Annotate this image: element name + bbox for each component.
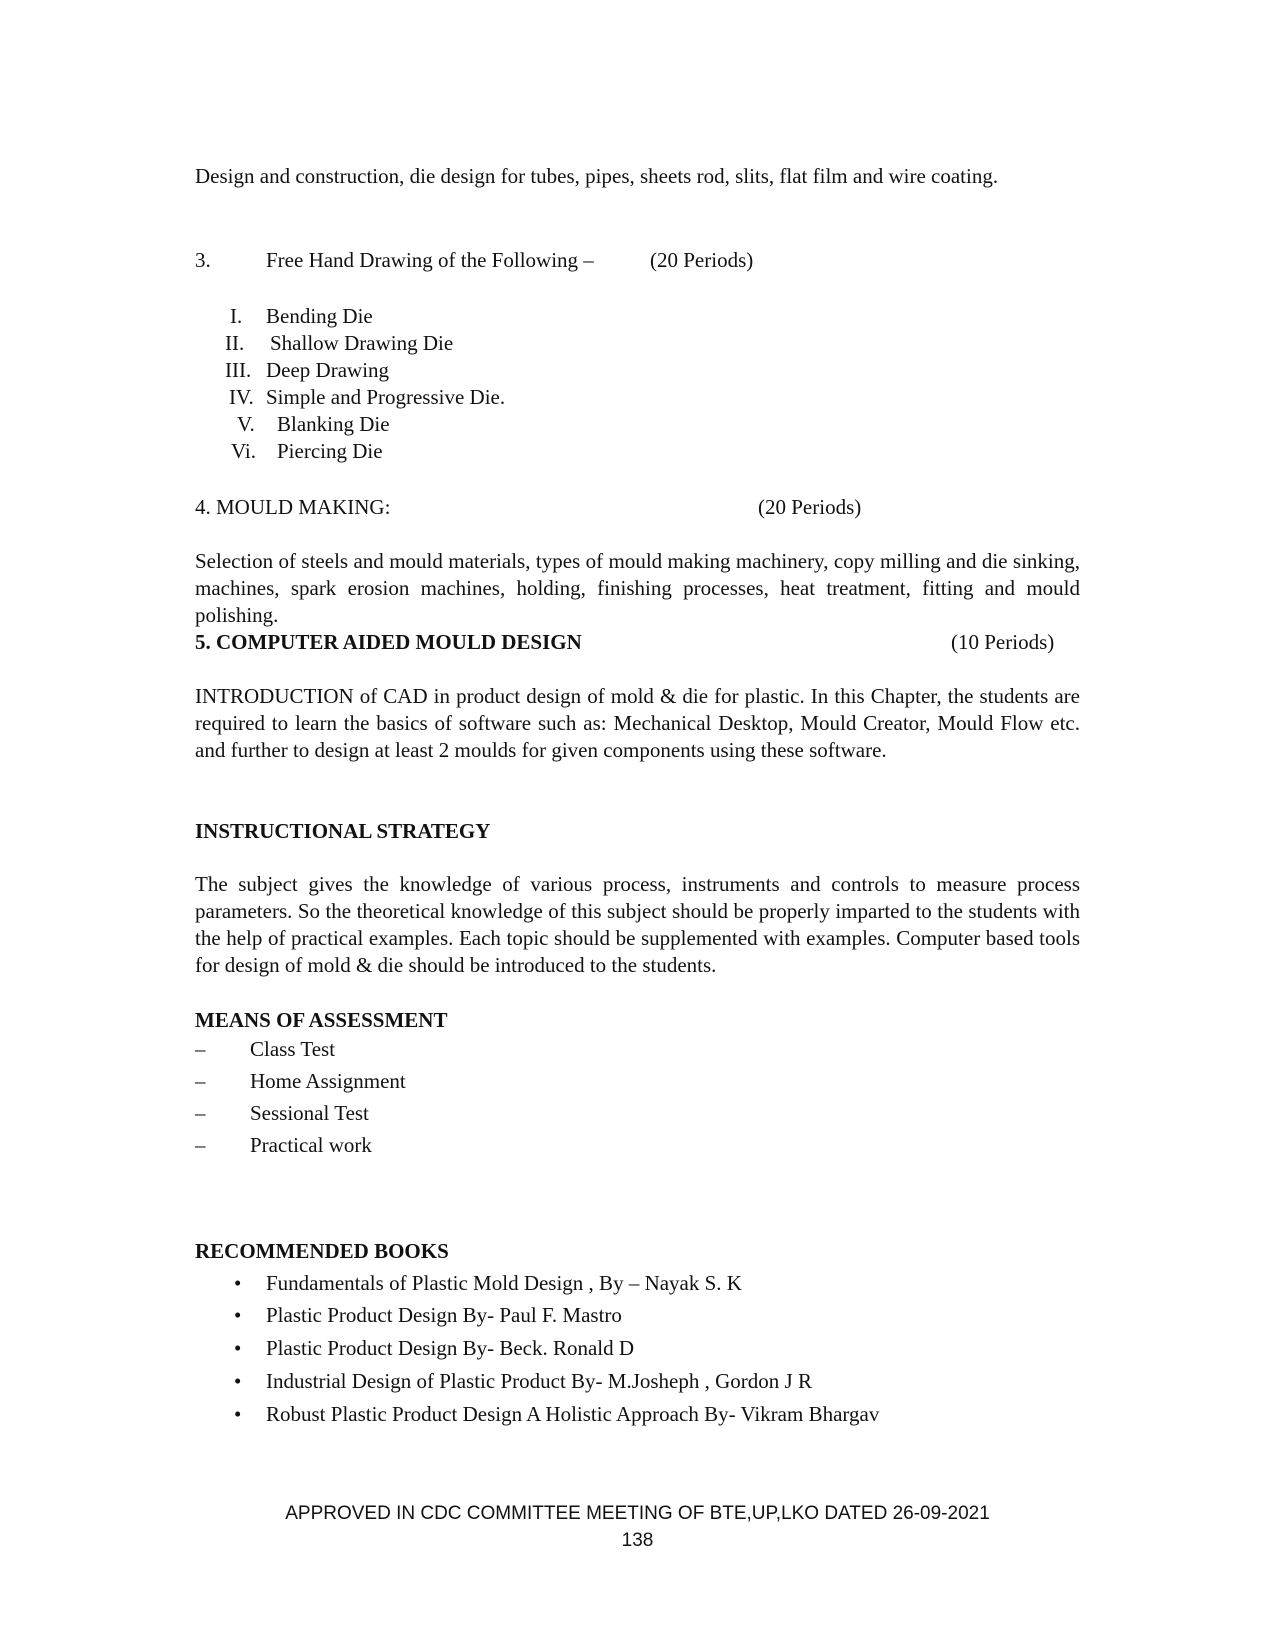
list-item: Simple and Progressive Die. bbox=[266, 385, 506, 409]
list-numeral: Vi. bbox=[231, 439, 256, 463]
list-numeral: II. bbox=[225, 331, 245, 355]
list-item: Blanking Die bbox=[277, 412, 390, 436]
section3-periods: (20 Periods) bbox=[650, 248, 754, 272]
bullet-marker: • bbox=[234, 1271, 242, 1295]
section4-body: Selection of steels and mould materials, types of mould making machinery, copy milling and die sinking, machines, spark erosion machines, holding, finishing processes, heat treatment, fitting and mould polishing. bbox=[195, 549, 1080, 627]
list-item: Plastic Product Design By- Paul F. Mastro bbox=[266, 1303, 622, 1327]
dash-marker: – bbox=[195, 1133, 206, 1157]
list-item: Bending Die bbox=[266, 304, 373, 328]
section4-heading: 4. MOULD MAKING: bbox=[195, 495, 391, 519]
strategy-heading: INSTRUCTIONAL STRATEGY bbox=[195, 819, 491, 843]
strategy-body: The subject gives the knowledge of various process, instruments and controls to measure process parameters. So the theoretical knowledge of this subject should be properly imparted to the students with the help of practical examples. Each topic should be supplemented with examples. Computer based tools for design of mold & die should be introduced to the students. bbox=[195, 872, 1080, 977]
list-item: Class Test bbox=[250, 1037, 336, 1061]
approval-footer: APPROVED IN CDC COMMITTEE MEETING OF BTE,UP,LKO DATED 26-09-2021 bbox=[285, 1503, 990, 1524]
list-item: Deep Drawing bbox=[266, 358, 390, 382]
list-item: Robust Plastic Product Design A Holistic Approach By- Vikram Bhargav bbox=[266, 1402, 880, 1426]
list-item: Industrial Design of Plastic Product By- M.Josheph , Gordon J R bbox=[266, 1369, 812, 1393]
list-numeral: IV. bbox=[229, 385, 254, 409]
page-number: 138 bbox=[621, 1530, 654, 1551]
list-item: Sessional Test bbox=[250, 1101, 369, 1125]
section3-title: Free Hand Drawing of the Following – bbox=[266, 248, 594, 272]
dash-marker: – bbox=[195, 1069, 206, 1093]
bullet-marker: • bbox=[234, 1303, 242, 1327]
list-item: Fundamentals of Plastic Mold Design , By – Nayak S. K bbox=[266, 1271, 742, 1295]
list-numeral: V. bbox=[237, 412, 255, 436]
assessment-heading: MEANS OF ASSESSMENT bbox=[195, 1008, 448, 1032]
list-item: Shallow Drawing Die bbox=[270, 331, 454, 355]
list-item: Practical work bbox=[250, 1133, 372, 1157]
section5-body: INTRODUCTION of CAD in product design of mold & die for plastic. In this Chapter, the students are required to learn the basics of software such as: Mechanical Desktop, Mould Creator, Mould Flow etc. and further to design at least 2 moulds for given components using these software. bbox=[195, 684, 1080, 762]
dash-marker: – bbox=[195, 1037, 206, 1061]
list-item: Plastic Product Design By- Beck. Ronald D bbox=[266, 1336, 635, 1360]
list-numeral: III. bbox=[225, 358, 252, 382]
section5-periods: (10 Periods) bbox=[951, 630, 1055, 654]
section4-periods: (20 Periods) bbox=[758, 495, 862, 519]
bullet-marker: • bbox=[234, 1369, 242, 1393]
list-item: Piercing Die bbox=[277, 439, 383, 463]
dash-marker: – bbox=[195, 1101, 206, 1125]
intro-paragraph: Design and construction, die design for tubes, pipes, sheets rod, slits, flat film and wire coating. bbox=[195, 164, 999, 188]
bullet-marker: • bbox=[234, 1402, 242, 1426]
section3-number: 3. bbox=[195, 248, 211, 272]
list-item: Home Assignment bbox=[250, 1069, 406, 1093]
list-numeral: I. bbox=[230, 304, 243, 328]
section5-heading: 5. COMPUTER AIDED MOULD DESIGN bbox=[195, 630, 582, 654]
books-heading: RECOMMENDED BOOKS bbox=[195, 1239, 449, 1263]
bullet-marker: • bbox=[234, 1336, 242, 1360]
